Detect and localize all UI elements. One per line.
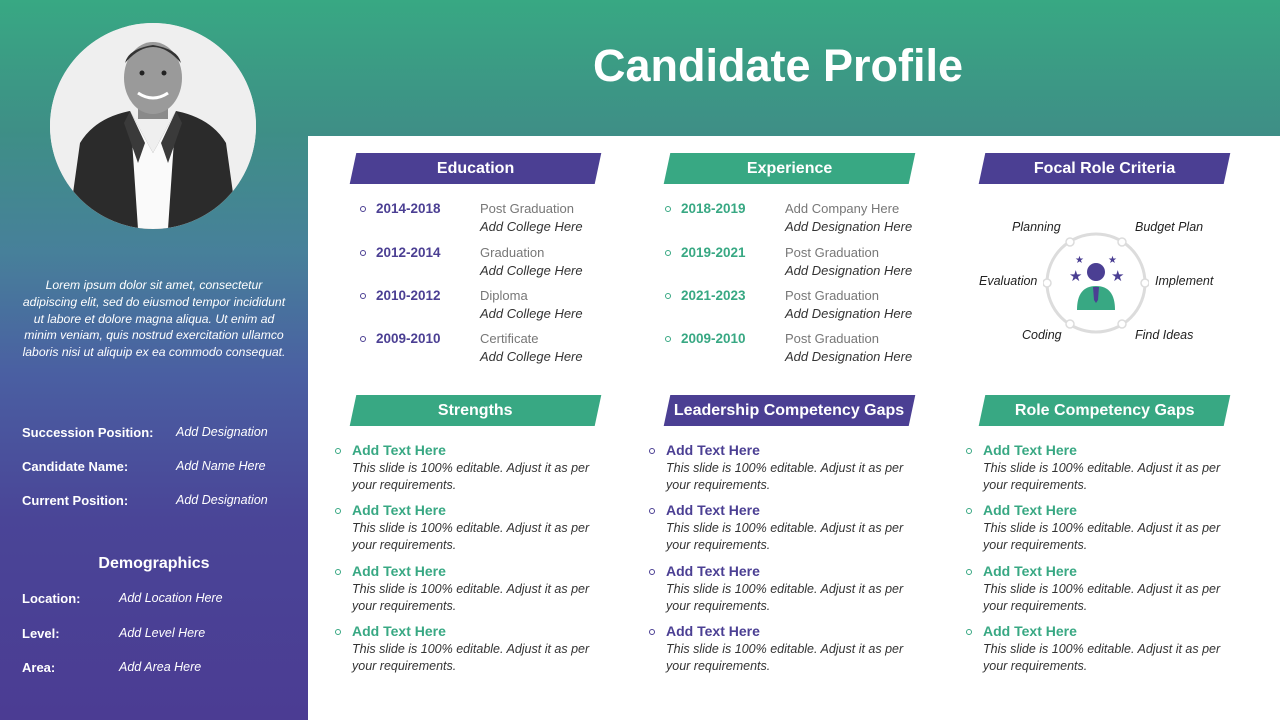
education-degree: Diploma (480, 288, 528, 303)
profile-label: Succession Position: (22, 425, 154, 440)
bullet-icon (966, 448, 972, 454)
experience-title: Experience (746, 159, 833, 177)
leadership-body: This slide is 100% editable. Adjust it as per your requirements. (666, 521, 904, 552)
demographics-row-area (22, 660, 292, 675)
strength-body: This slide is 100% editable. Adjust it as per your requirements. (352, 521, 590, 552)
demographics-title: Demographics (98, 555, 210, 572)
leadership-head: Add Text Here (666, 442, 760, 458)
experience-header (664, 153, 916, 184)
bullet-icon (966, 629, 972, 635)
demographics-label: Area: (22, 660, 56, 675)
education-row (360, 331, 583, 364)
svg-text:★: ★ (1111, 267, 1125, 285)
education-college: Add College Here (480, 219, 583, 234)
education-years: 2012-2014 (376, 245, 441, 260)
svg-text:★: ★ (1108, 255, 1117, 266)
bullet-icon (966, 569, 972, 575)
experience-company: Post Graduation (785, 331, 879, 346)
role-gap-head: Add Text Here (983, 623, 1077, 639)
bullet-icon (360, 250, 366, 256)
role-gap-item (966, 442, 1236, 494)
leadership-header (664, 395, 916, 426)
education-header (350, 153, 602, 184)
experience-designation: Add Designation Here (785, 306, 913, 321)
bullet-icon (335, 569, 341, 575)
education-college: Add College Here (480, 306, 583, 321)
profile-value: Add Name Here (176, 459, 266, 473)
role-gap-head: Add Text Here (983, 442, 1077, 458)
intro-text: Lorem ipsum dolor sit amet, consectetur adipiscing elit, sed do eiusmod tempor incididunt ut labore et dolore magna aliqua. Ut enim ad minim veniam, quis nostrud exercitation ullamco laboris nisi ut aliquip ex ea commodo consequat. (22, 278, 286, 360)
strength-body: This slide is 100% editable. Adjust it as per your requirements. (352, 461, 590, 492)
focal-label-evaluation: Evaluation (979, 274, 1038, 288)
svg-text:★: ★ (1069, 267, 1083, 285)
bullet-icon (649, 569, 655, 575)
profile-row-succession (22, 425, 292, 440)
education-college: Add College Here (480, 263, 583, 278)
demographics-value: Add Location Here (119, 591, 223, 605)
role-gap-body: This slide is 100% editable. Adjust it as per your requirements. (983, 521, 1221, 552)
profile-value: Add Designation (176, 493, 268, 507)
focal-label-implement: Implement (1155, 274, 1214, 288)
leadership-head: Add Text Here (666, 623, 760, 639)
strength-body: This slide is 100% editable. Adjust it as per your requirements. (352, 642, 590, 673)
strength-head: Add Text Here (352, 502, 446, 518)
page-title: Candidate Profile (592, 40, 964, 91)
bullet-icon (966, 508, 972, 514)
experience-company: Add Company Here (785, 201, 900, 216)
bullet-icon (335, 629, 341, 635)
focal-label-budget-plan: Budget Plan (1135, 220, 1204, 234)
bullet-icon (360, 206, 366, 212)
focal-role-diagram (1043, 230, 1149, 336)
bullet-icon (649, 629, 655, 635)
focal-header (979, 153, 1231, 184)
bullet-icon (665, 206, 671, 212)
bullet-icon (649, 448, 655, 454)
experience-designation: Add Designation Here (785, 349, 913, 364)
leadership-body: This slide is 100% editable. Adjust it as per your requirements. (666, 461, 904, 492)
experience-years: 2019-2021 (681, 245, 746, 260)
education-row (360, 288, 583, 321)
role-gap-item (966, 563, 1236, 615)
strength-body: This slide is 100% editable. Adjust it as per your requirements. (352, 582, 590, 613)
experience-designation: Add Designation Here (785, 219, 913, 234)
strength-item (335, 623, 605, 675)
strength-item (335, 442, 605, 494)
experience-designation: Add Designation Here (785, 263, 913, 278)
leadership-title: Leadership Competency Gaps (674, 401, 905, 419)
role-gap-head: Add Text Here (983, 502, 1077, 518)
role-gap-body: This slide is 100% editable. Adjust it as per your requirements. (983, 582, 1221, 613)
experience-years: 2021-2023 (681, 288, 746, 303)
education-years: 2010-2012 (376, 288, 441, 303)
bullet-icon (335, 508, 341, 514)
education-degree: Certificate (480, 331, 539, 346)
focal-title: Focal Role Criteria (1033, 159, 1176, 177)
bullet-icon (360, 336, 366, 342)
role-gap-head: Add Text Here (983, 563, 1077, 579)
focal-label-coding: Coding (1022, 328, 1062, 342)
role-gap-body: This slide is 100% editable. Adjust it as per your requirements. (983, 461, 1221, 492)
strength-head: Add Text Here (352, 563, 446, 579)
leadership-head: Add Text Here (666, 502, 760, 518)
education-years: 2009-2010 (376, 331, 441, 346)
content-panel (308, 136, 1280, 720)
bullet-icon (360, 293, 366, 299)
demographics-label: Level: (22, 626, 60, 641)
profile-label: Current Position: (22, 493, 129, 508)
role-gap-body: This slide is 100% editable. Adjust it as per your requirements. (983, 642, 1221, 673)
education-degree: Post Graduation (480, 201, 574, 216)
leadership-item (649, 563, 919, 615)
role-gap-item (966, 623, 1236, 675)
bullet-icon (649, 508, 655, 514)
profile-row-name (22, 459, 292, 474)
role-gaps-title: Role Competency Gaps (1014, 401, 1195, 419)
experience-row (665, 201, 912, 234)
strengths-title: Strengths (438, 401, 513, 419)
experience-row (665, 288, 912, 321)
demographics-value: Add Level Here (119, 626, 206, 640)
experience-row (665, 331, 912, 364)
role-gap-item (966, 502, 1236, 554)
focal-label-planning: Planning (1012, 220, 1061, 234)
education-row (360, 201, 583, 234)
demographics-row-level (22, 626, 292, 641)
role-gaps-header (979, 395, 1231, 426)
education-row (360, 245, 583, 278)
leadership-item (649, 502, 919, 554)
experience-company: Post Graduation (785, 288, 879, 303)
bullet-icon (665, 336, 671, 342)
leadership-body: This slide is 100% editable. Adjust it as per your requirements. (666, 642, 904, 673)
education-degree: Graduation (480, 245, 545, 260)
leadership-head: Add Text Here (666, 563, 760, 579)
leadership-item (649, 623, 919, 675)
person-star-icon (1069, 255, 1124, 310)
leadership-body: This slide is 100% editable. Adjust it as per your requirements. (666, 582, 904, 613)
profile-value: Add Designation (176, 425, 268, 439)
bullet-icon (665, 293, 671, 299)
demographics-row-location (22, 591, 292, 606)
profile-label: Candidate Name: (22, 459, 129, 474)
experience-years: 2018-2019 (681, 201, 746, 216)
experience-years: 2009-2010 (681, 331, 746, 346)
education-title: Education (436, 159, 515, 177)
strength-head: Add Text Here (352, 623, 446, 639)
strength-head: Add Text Here (352, 442, 446, 458)
experience-company: Post Graduation (785, 245, 879, 260)
candidate-photo (50, 23, 256, 229)
bullet-icon (335, 448, 341, 454)
bullet-icon (665, 250, 671, 256)
leadership-item (649, 442, 919, 494)
svg-text:★: ★ (1075, 255, 1084, 266)
experience-row (665, 245, 912, 278)
demographics-label: Location: (22, 591, 81, 606)
focal-label-find-ideas: Find Ideas (1135, 328, 1194, 342)
demographics-value: Add Area Here (119, 660, 202, 674)
education-college: Add College Here (480, 349, 583, 364)
profile-row-current (22, 493, 292, 508)
education-years: 2014-2018 (376, 201, 441, 216)
strengths-header (350, 395, 602, 426)
strength-item (335, 563, 605, 615)
strength-item (335, 502, 605, 554)
